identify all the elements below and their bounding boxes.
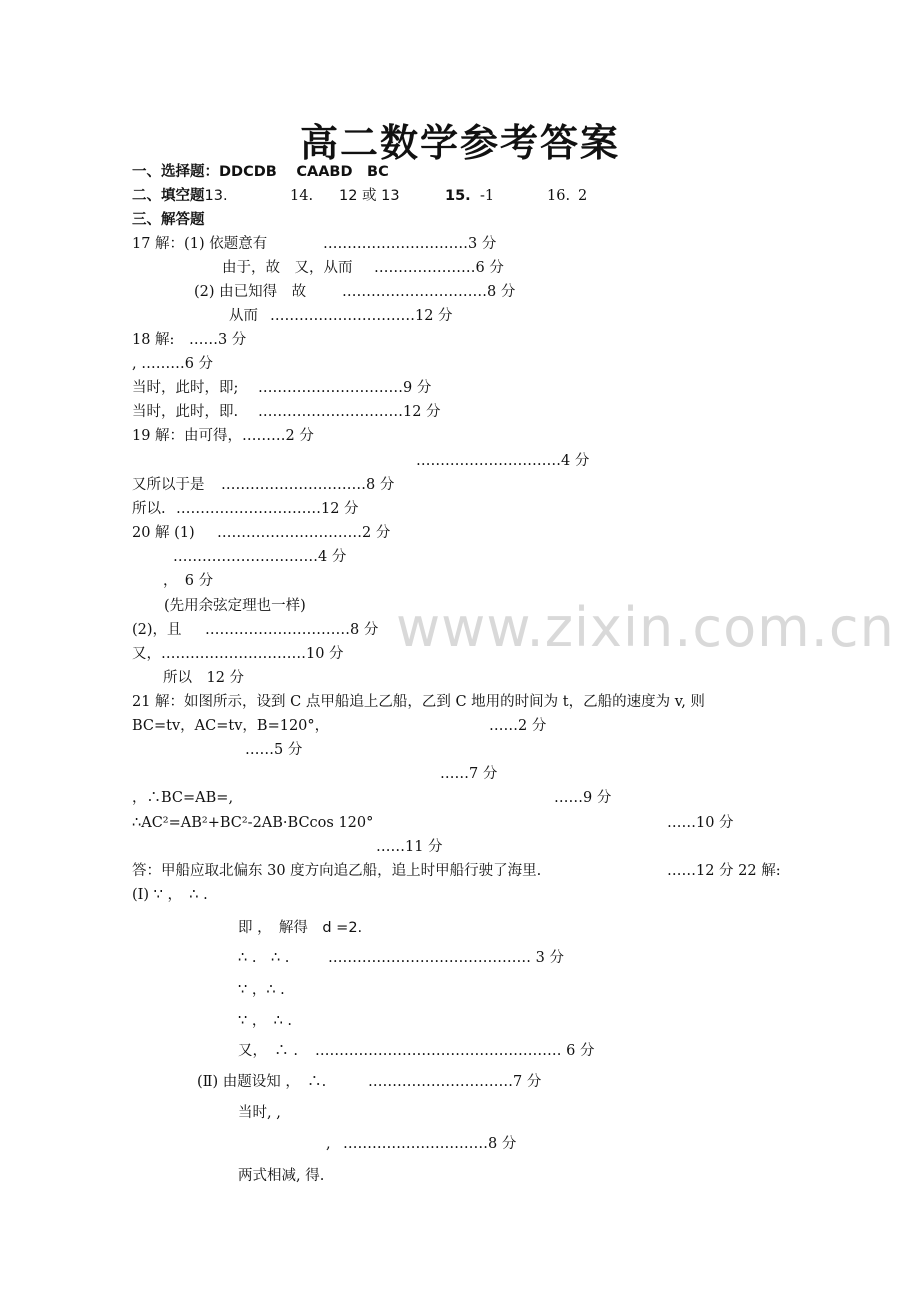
q22-line-5: ∵ ， ∴ . — [238, 1013, 293, 1029]
q22-score-9: …………………………8 分 — [343, 1136, 517, 1152]
watermark: www.zixin.com.cn — [396, 596, 895, 659]
q19-line-1: 19 解：由可得，………2 分 — [132, 428, 314, 444]
q20-line-3: ， 6 分 — [163, 573, 214, 589]
q17-score-3: …………………………8 分 — [342, 284, 516, 300]
q22-score-7: …………………………7 分 — [368, 1074, 542, 1090]
q17-score-4: …………………………12 分 — [270, 308, 453, 324]
q19-line-4: 所以. — [132, 501, 166, 517]
q22-line-1: (Ⅰ) ∵ ， ∴ . — [132, 887, 208, 903]
fill-15-answer: -1 — [480, 188, 495, 204]
q21-line-4: ……7 分 — [440, 766, 498, 782]
q22-line-3: ∴ . ∴ . — [238, 950, 290, 966]
q17-score-1: …………………………3 分 — [323, 236, 497, 252]
section-1-label: 一、选择题： — [132, 164, 219, 180]
page-title: 高二数学参考答案 — [299, 121, 620, 165]
q22-line-8: 当时, , — [238, 1105, 281, 1121]
q21-line-5: ，∴BC=AB=, — [132, 790, 234, 806]
q19-score-3: …………………………8 分 — [221, 477, 395, 493]
q22-line-9: , — [326, 1136, 331, 1152]
q22-line-6: 又， ∴ . — [238, 1043, 298, 1059]
q19-score-4: …………………………12 分 — [176, 501, 359, 517]
q20-line-7: 所以 12 分 — [163, 670, 245, 686]
section-3-label: 三、解答题 — [132, 212, 205, 228]
choice-answers-line — [132, 162, 389, 182]
q20-line-2: …………………………4 分 — [173, 549, 347, 565]
q21-score-6: ……10 分 — [667, 815, 734, 831]
q20-line-5: (2)，且 — [132, 622, 182, 638]
q17-line-3: (2) 由已知得 故 — [194, 284, 307, 300]
fill-15-number: 15. — [445, 188, 471, 204]
q22-line-7: (Ⅱ) 由题设知 ， ∴. — [197, 1074, 327, 1090]
q17-score-2: …………………6 分 — [374, 260, 504, 276]
section-2-label: 二、填空题 — [132, 188, 205, 204]
q21-line-6: ∴AC²=AB²+BC²-2AB·BCcos 120° — [132, 815, 374, 831]
q17-line-4: 从而 — [229, 308, 258, 324]
choice-answers: DDCDB CAABD BC — [219, 164, 389, 180]
q18-line-3: 当时，此时，即; — [132, 380, 239, 396]
q17-line-2: 由于，故 又，从而 — [222, 260, 353, 276]
q22-score-6: …………………………………………… 6 分 — [315, 1043, 595, 1059]
q22-line-4: ∵ ，∴ . — [238, 982, 285, 998]
q21-score-2: ……2 分 — [489, 718, 547, 734]
q18-line-2: , ………6 分 — [132, 356, 214, 372]
q21-line-2: BC=tv，AC=tv，B=120°， — [132, 718, 330, 734]
q18-line-1: 18 解: ……3 分 — [132, 332, 247, 348]
q20-line-1: 20 解 (1) — [132, 525, 195, 541]
q20-line-4: (先用余弦定理也一样) — [164, 598, 306, 614]
q22-score-3: …………………………………… 3 分 — [328, 950, 564, 966]
fill-answers-line — [132, 186, 588, 206]
q21-score-5: ……9 分 — [554, 790, 612, 806]
q21-line-8: 答：甲船应取北偏东 30 度方向追乙船，追上时甲船行驶了海里. — [132, 863, 542, 879]
q22-line-10: 两式相减, 得. — [238, 1168, 325, 1184]
q20-line-6: 又，…………………………10 分 — [132, 646, 344, 662]
fill-13-number: 13. — [204, 188, 228, 204]
q21-line-3: ……5 分 — [245, 742, 303, 758]
q18-score-3: …………………………9 分 — [258, 380, 432, 396]
q19-line-3: 又所以于是 — [132, 477, 205, 493]
q20-score-5: …………………………8 分 — [205, 622, 379, 638]
q19-line-2: …………………………4 分 — [416, 453, 590, 469]
q21-line-7: ……11 分 — [376, 839, 443, 855]
q18-score-4: …………………………12 分 — [258, 404, 441, 420]
q17-line-1: 17 解：(1) 依题意有 — [132, 236, 268, 252]
q18-line-4: 当时，此时，即. — [132, 404, 239, 420]
q20-score-1: …………………………2 分 — [217, 525, 391, 541]
fill-14-number: 14. — [290, 188, 314, 204]
q21-line-1: 21 解：如图所示，设到 C 点甲船追上乙船，乙到 C 地用的时间为 t，乙船的速度为 v, 则 — [132, 694, 705, 710]
fill-16-answer: 2 — [578, 188, 588, 204]
fill-16-number: 16. — [547, 188, 571, 204]
q21-score-8: ……12 分 22 解: — [667, 863, 781, 879]
q22-line-2: 即 ， 解得 d =2. — [238, 920, 363, 936]
fill-14-answer: 12 或 13 — [339, 188, 400, 204]
